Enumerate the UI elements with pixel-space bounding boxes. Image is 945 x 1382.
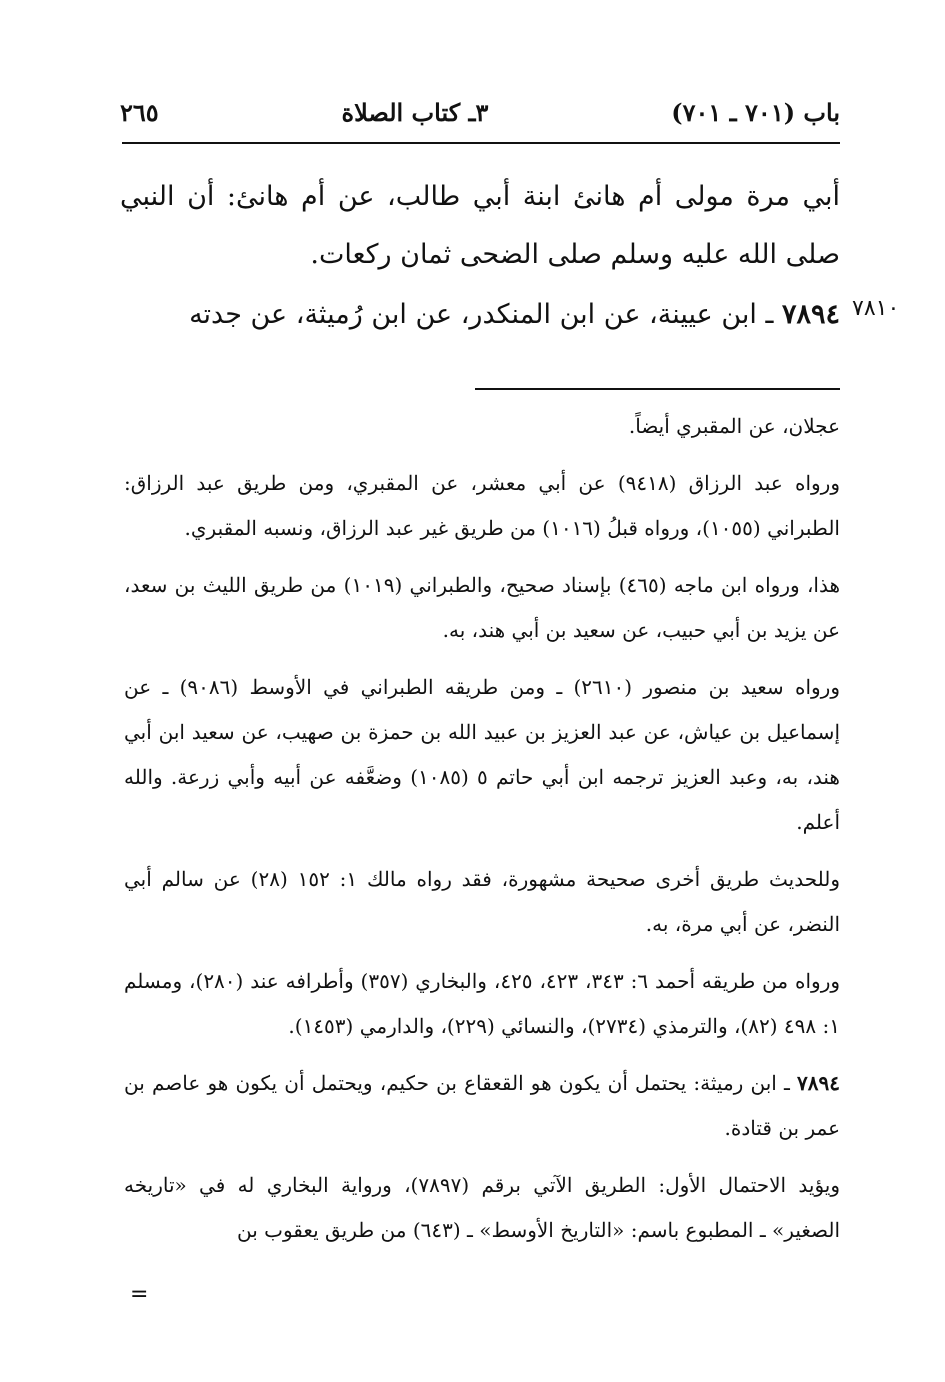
footnote-text: ـ ابن رميثة: يحتمل أن يكون هو القعقاع بن حكيم، ويحتمل أن يكون هو عاصم بن عمر بن قتادة. — [124, 1071, 840, 1140]
main-text — [120, 168, 840, 284]
header-divider — [122, 142, 840, 144]
footnote-paragraph: ورواه عبد الرزاق (٩٤١٨) عن أبي معشر، عن المقبري، ومن طريق عبد الرزاق: الطبراني (١٠٥٥)، ورواه قبلُ (١٠١٦) من طريق غير عبد الرزاق، ونسبه المقبري. — [124, 471, 840, 540]
page-number: ٢٦٥ — [120, 97, 159, 127]
continuation-mark: = — [130, 1282, 149, 1307]
page-header — [120, 92, 840, 132]
footnote-paragraph: ورواه من طريقه أحمد ٦: ٣٤٣، ٤٢٣، ٤٢٥، والبخاري (٣٥٧) وأطرافه عند (٢٨٠)، ومسلم ١: ٤٩٨ (٨٢)، والترمذي (٢٧٣٤)، والنسائي (٢٢٩)، والدارمي (١٤٥٣). — [124, 969, 841, 1038]
main-paragraph: أبي مرة مولى أم هانئ ابنة أبي طالب، عن أم هانئ: أن النبي صلى الله عليه وسلم صلى الضحى ثمان ركعات. — [120, 181, 840, 270]
footnote-paragraph: هذا، ورواه ابن ماجه (٤٦٥) بإسناد صحيح، والطبراني (١٠١٩) من طريق الليث بن سعد، عن يزيد بن أبي حبيب، عن سعيد بن أبي هند، به. — [124, 573, 841, 642]
footnote-7894 — [124, 1061, 840, 1151]
hadith-entry — [120, 290, 840, 340]
hadith-number: ٧٨٩٤ — [781, 299, 840, 330]
book-title: ٣ـ كتاب الصلاة — [341, 97, 489, 127]
footnote-paragraph: ويؤيد الاحتمال الأول: الطريق الآتي برقم (٧٨٩٧)، ورواية البخاري له في «تاريخه الصغير» ـ المطبوع باسم: «التاريخ الأوسط» ـ (٦٤٣) من طريق يعقوب بن — [124, 1173, 840, 1242]
footnotes — [124, 404, 840, 1265]
hadith-text: ـ ابن عيينة، عن ابن المنكدر، عن ابن رُميثة، عن جدته — [189, 299, 782, 330]
chapter-title: باب (٧٠١ ـ ٧٠١) — [671, 97, 840, 127]
margin-number: ٧٨١٠ — [852, 296, 900, 321]
footnote-number: ٧٨٩٤ — [797, 1071, 840, 1095]
footnote-paragraph: عجلان، عن المقبري أيضاً. — [628, 414, 840, 438]
footnote-paragraph: ورواه سعيد بن منصور (٢٦١٠) ـ ومن طريقه الطبراني في الأوسط (٩٠٨٦) ـ عن إسماعيل بن عياش، عن عبد العزيز بن عبيد الله بن حمزة بن صهيب، عن سعيد ابن أبي هند، به، وعبد العزيز ترجمه ابن أبي حاتم ٥ (١٠٨٥) وضعَّفه عن أبيه وأبي زرعة. والله أعلم. — [124, 675, 840, 834]
footnote-divider — [475, 388, 840, 390]
footnote-paragraph: وللحديث طريق أخرى صحيحة مشهورة، فقد رواه مالك ١: ١٥٢ (٢٨) عن سالم أبي النضر، عن أبي مرة، به. — [124, 867, 840, 936]
